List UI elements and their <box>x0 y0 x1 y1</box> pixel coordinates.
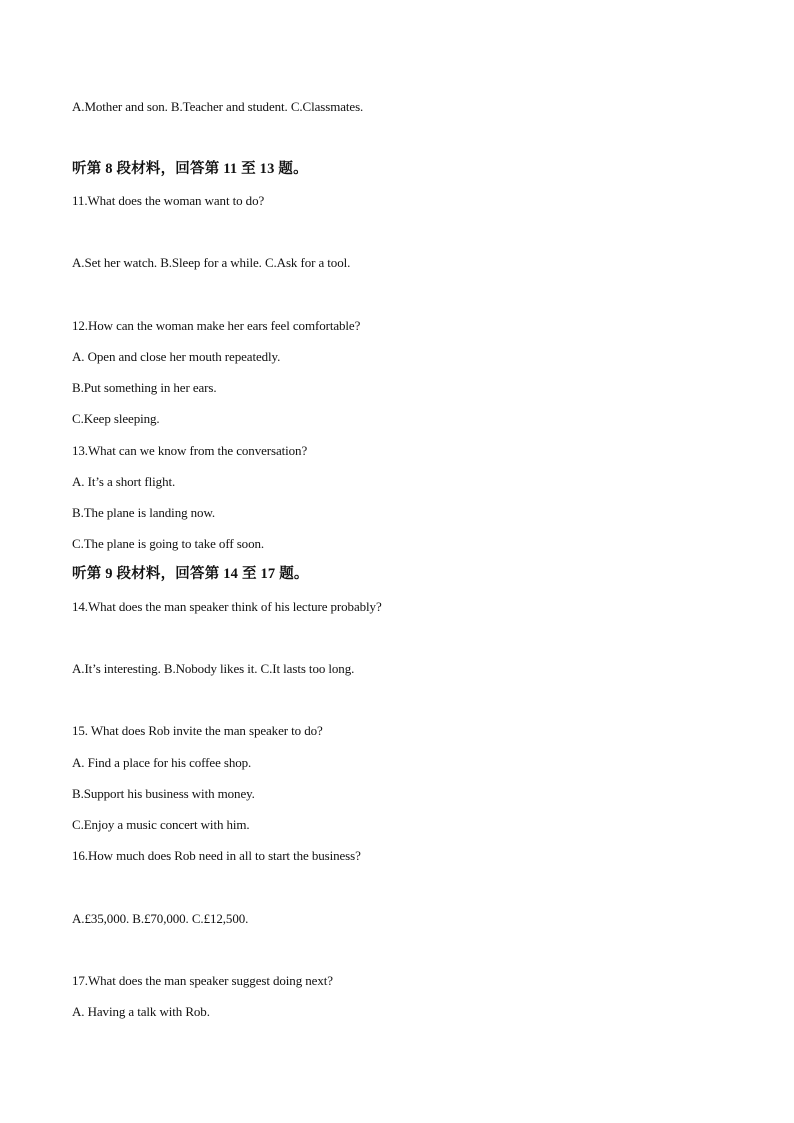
q14-question: 14.What does the man speaker think of his lecture probably? <box>72 599 382 614</box>
q14-options: A.It’s interesting. B.Nobody likes it. C.It lasts too long. <box>72 661 355 676</box>
q17-question: 17.What does the man speaker suggest doing next? <box>72 973 333 988</box>
q13-question: 13.What can we know from the conversation? <box>72 443 308 458</box>
q15-option-c: C.Enjoy a music concert with him. <box>72 817 250 832</box>
section-9-heading: 听第 9 段材料，回答第 14 至 17 题。 <box>72 566 309 582</box>
q16-options: A.£35,000. B.£70,000. C.£12,500. <box>72 911 249 926</box>
q17-option-a: A. Having a talk with Rob. <box>72 1004 210 1019</box>
q15-option-a: A. Find a place for his coffee shop. <box>72 755 252 770</box>
q12-option-a: A. Open and close her mouth repeatedly. <box>72 349 281 364</box>
q11-question: 11.What does the woman want to do? <box>72 193 265 208</box>
q12-option-c: C.Keep sleeping. <box>72 411 160 426</box>
q12-option-b: B.Put something in her ears. <box>72 380 217 395</box>
q13-option-a: A. It’s a short flight. <box>72 474 176 489</box>
q15-question: 15. What does Rob invite the man speaker to do? <box>72 723 323 738</box>
q12-question: 12.How can the woman make her ears feel comfortable? <box>72 318 361 333</box>
q10-options: A.Mother and son. B.Teacher and student. C.Classmates. <box>72 99 364 114</box>
q15-option-b: B.Support his business with money. <box>72 786 255 801</box>
q13-option-b: B.The plane is landing now. <box>72 505 216 520</box>
q13-option-c: C.The plane is going to take off soon. <box>72 536 265 551</box>
q11-options: A.Set her watch. B.Sleep for a while. C.Ask for a tool. <box>72 255 351 270</box>
section-8-heading: 听第 8 段材料，回答第 11 至 13 题。 <box>72 161 308 177</box>
q16-question: 16.How much does Rob need in all to start the business? <box>72 848 361 863</box>
